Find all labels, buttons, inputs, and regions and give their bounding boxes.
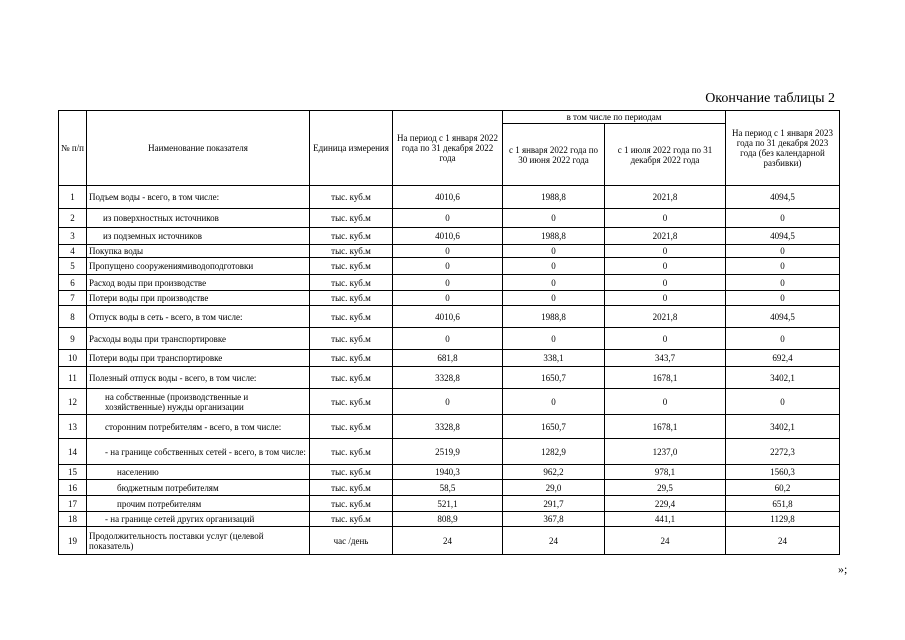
row-2023: 0: [726, 389, 840, 415]
table-row: [59, 306, 840, 328]
row-total: 24: [393, 527, 503, 555]
row-half1: 0: [503, 275, 605, 291]
row-half1: 0: [503, 258, 605, 275]
row-name: Продолжительность поставки услуг (целевой показатель): [87, 527, 310, 555]
row-half2: 2021,8: [605, 186, 726, 209]
table-row: [59, 496, 840, 512]
row-half2: 0: [605, 209, 726, 228]
closing-quote-mark: »;: [838, 562, 848, 576]
row-2023: 0: [726, 328, 840, 350]
row-2023: 692,4: [726, 350, 840, 367]
header-half1: с 1 января 2022 года по 30 июня 2022 года: [503, 124, 605, 186]
row-half1: 291,7: [503, 496, 605, 512]
row-half1: 338,1: [503, 350, 605, 367]
row-total: 3328,8: [393, 415, 503, 439]
row-2023: 3402,1: [726, 367, 840, 389]
row-half2: 29,5: [605, 480, 726, 496]
table-caption: Окончание таблицы 2: [705, 91, 835, 106]
row-half2: 1678,1: [605, 415, 726, 439]
row-number: 3: [59, 228, 87, 245]
row-unit: тыс. куб.м: [310, 496, 393, 512]
row-name: Потери воды при транспортировке: [87, 350, 310, 367]
row-2023: 0: [726, 275, 840, 291]
row-unit: тыс. куб.м: [310, 209, 393, 228]
row-number: 5: [59, 258, 87, 275]
table-row: [59, 439, 840, 465]
row-unit: тыс. куб.м: [310, 328, 393, 350]
row-total: 4010,6: [393, 186, 503, 209]
table-row: [59, 350, 840, 367]
row-total: 2519,9: [393, 439, 503, 465]
row-unit: тыс. куб.м: [310, 465, 393, 480]
row-number: 1: [59, 186, 87, 209]
row-unit: тыс. куб.м: [310, 228, 393, 245]
row-unit: тыс. куб.м: [310, 275, 393, 291]
row-number: 15: [59, 465, 87, 480]
row-half1: 1650,7: [503, 367, 605, 389]
table-row: [59, 415, 840, 439]
row-half1: 0: [503, 209, 605, 228]
row-number: 8: [59, 306, 87, 328]
header-period-2022: На период с 1 января 2022 года по 31 декабря 2022 года: [393, 111, 503, 186]
table-row: [59, 291, 840, 306]
row-unit: тыс. куб.м: [310, 439, 393, 465]
row-name: на собственные (производственные и хозяйственные) нужды организации: [87, 389, 310, 415]
row-total: 3328,8: [393, 367, 503, 389]
table-row: [59, 258, 840, 275]
row-half2: 441,1: [605, 512, 726, 527]
row-half1: 0: [503, 328, 605, 350]
row-total: 4010,6: [393, 228, 503, 245]
water-balance-table: [58, 110, 840, 555]
row-2023: 651,8: [726, 496, 840, 512]
row-half2: 343,7: [605, 350, 726, 367]
row-half1: 367,8: [503, 512, 605, 527]
row-half2: 2021,8: [605, 306, 726, 328]
row-half2: 2021,8: [605, 228, 726, 245]
row-total: 0: [393, 258, 503, 275]
row-total: 1940,3: [393, 465, 503, 480]
header-unit: Единица измерения: [310, 111, 393, 186]
table-row: [59, 465, 840, 480]
row-total: 681,8: [393, 350, 503, 367]
row-name: из поверхностных источников: [87, 209, 310, 228]
table-row: [59, 275, 840, 291]
row-unit: тыс. куб.м: [310, 186, 393, 209]
row-unit: тыс. куб.м: [310, 389, 393, 415]
row-unit: тыс. куб.м: [310, 245, 393, 258]
row-name: Пропущено сооружениямиводоподготовки: [87, 258, 310, 275]
row-half1: 24: [503, 527, 605, 555]
table-row: [59, 228, 840, 245]
row-name: Полезный отпуск воды - всего, в том числе:: [87, 367, 310, 389]
row-number: 4: [59, 245, 87, 258]
row-total: 4010,6: [393, 306, 503, 328]
row-total: 0: [393, 209, 503, 228]
row-half2: 1678,1: [605, 367, 726, 389]
row-half1: 1650,7: [503, 415, 605, 439]
row-2023: 0: [726, 209, 840, 228]
row-half2: 0: [605, 275, 726, 291]
row-total: 58,5: [393, 480, 503, 496]
table-row: [59, 245, 840, 258]
row-name: сторонним потребителям - всего, в том числе:: [87, 415, 310, 439]
row-half2: 229,4: [605, 496, 726, 512]
row-half2: 0: [605, 245, 726, 258]
row-name: прочим потребителям: [87, 496, 310, 512]
row-unit: час /день: [310, 527, 393, 555]
row-unit: тыс. куб.м: [310, 415, 393, 439]
row-number: 17: [59, 496, 87, 512]
row-number: 6: [59, 275, 87, 291]
row-total: 0: [393, 291, 503, 306]
header-half2: с 1 июля 2022 года по 31 декабря 2022 года: [605, 124, 726, 186]
header-period-2023: На период с 1 января 2023 года по 31 декабря 2023 года (без календарной разбивки): [726, 111, 840, 186]
row-half2: 0: [605, 328, 726, 350]
row-number: 10: [59, 350, 87, 367]
row-number: 9: [59, 328, 87, 350]
row-number: 16: [59, 480, 87, 496]
row-half1: 0: [503, 291, 605, 306]
table-row: [59, 209, 840, 228]
row-half1: 0: [503, 389, 605, 415]
row-half1: 1988,8: [503, 228, 605, 245]
row-total: 521,1: [393, 496, 503, 512]
row-name: Подъем воды - всего, в том числе:: [87, 186, 310, 209]
header-num: № п/п: [59, 111, 87, 186]
header-name: Наименование показателя: [87, 111, 310, 186]
row-number: 2: [59, 209, 87, 228]
row-half2: 0: [605, 291, 726, 306]
row-half1: 1988,8: [503, 186, 605, 209]
row-unit: тыс. куб.м: [310, 306, 393, 328]
header-subperiods: в том числе по периодам: [503, 111, 726, 124]
row-number: 13: [59, 415, 87, 439]
row-total: 808,9: [393, 512, 503, 527]
row-unit: тыс. куб.м: [310, 258, 393, 275]
row-unit: тыс. куб.м: [310, 512, 393, 527]
row-2023: 0: [726, 245, 840, 258]
row-name: - на границе собственных сетей - всего, в том числе:: [87, 439, 310, 465]
row-name: бюджетным потребителям: [87, 480, 310, 496]
row-half1: 1282,9: [503, 439, 605, 465]
row-half1: 962,2: [503, 465, 605, 480]
row-half2: 0: [605, 389, 726, 415]
row-2023: 4094,5: [726, 306, 840, 328]
row-name: Покупка воды: [87, 245, 310, 258]
table-row: [59, 389, 840, 415]
row-number: 7: [59, 291, 87, 306]
table-row: [59, 186, 840, 209]
row-half2: 24: [605, 527, 726, 555]
row-number: 11: [59, 367, 87, 389]
row-2023: 0: [726, 258, 840, 275]
row-unit: тыс. куб.м: [310, 480, 393, 496]
row-half1: 0: [503, 245, 605, 258]
table-row: [59, 367, 840, 389]
row-2023: 0: [726, 291, 840, 306]
row-2023: 2272,3: [726, 439, 840, 465]
row-half1: 29,0: [503, 480, 605, 496]
row-half2: 978,1: [605, 465, 726, 480]
table-row: [59, 480, 840, 496]
row-2023: 60,2: [726, 480, 840, 496]
row-2023: 4094,5: [726, 186, 840, 209]
row-number: 14: [59, 439, 87, 465]
row-2023: 1560,3: [726, 465, 840, 480]
row-number: 12: [59, 389, 87, 415]
row-2023: 4094,5: [726, 228, 840, 245]
row-2023: 1129,8: [726, 512, 840, 527]
row-2023: 24: [726, 527, 840, 555]
row-total: 0: [393, 389, 503, 415]
table-row: [59, 527, 840, 555]
row-name: из подземных источников: [87, 228, 310, 245]
row-name: Расход воды при производстве: [87, 275, 310, 291]
table-row: [59, 512, 840, 527]
row-name: населению: [87, 465, 310, 480]
row-unit: тыс. куб.м: [310, 367, 393, 389]
row-total: 0: [393, 275, 503, 291]
table-row: [59, 328, 840, 350]
row-half2: 1237,0: [605, 439, 726, 465]
row-half2: 0: [605, 258, 726, 275]
row-unit: тыс. куб.м: [310, 350, 393, 367]
row-total: 0: [393, 245, 503, 258]
row-name: - на границе сетей других организаций: [87, 512, 310, 527]
row-total: 0: [393, 328, 503, 350]
row-name: Расходы воды при транспортировке: [87, 328, 310, 350]
row-half1: 1988,8: [503, 306, 605, 328]
row-number: 18: [59, 512, 87, 527]
row-unit: тыс. куб.м: [310, 291, 393, 306]
row-name: Потери воды при производстве: [87, 291, 310, 306]
row-name: Отпуск воды в сеть - всего, в том числе:: [87, 306, 310, 328]
row-2023: 3402,1: [726, 415, 840, 439]
row-number: 19: [59, 527, 87, 555]
